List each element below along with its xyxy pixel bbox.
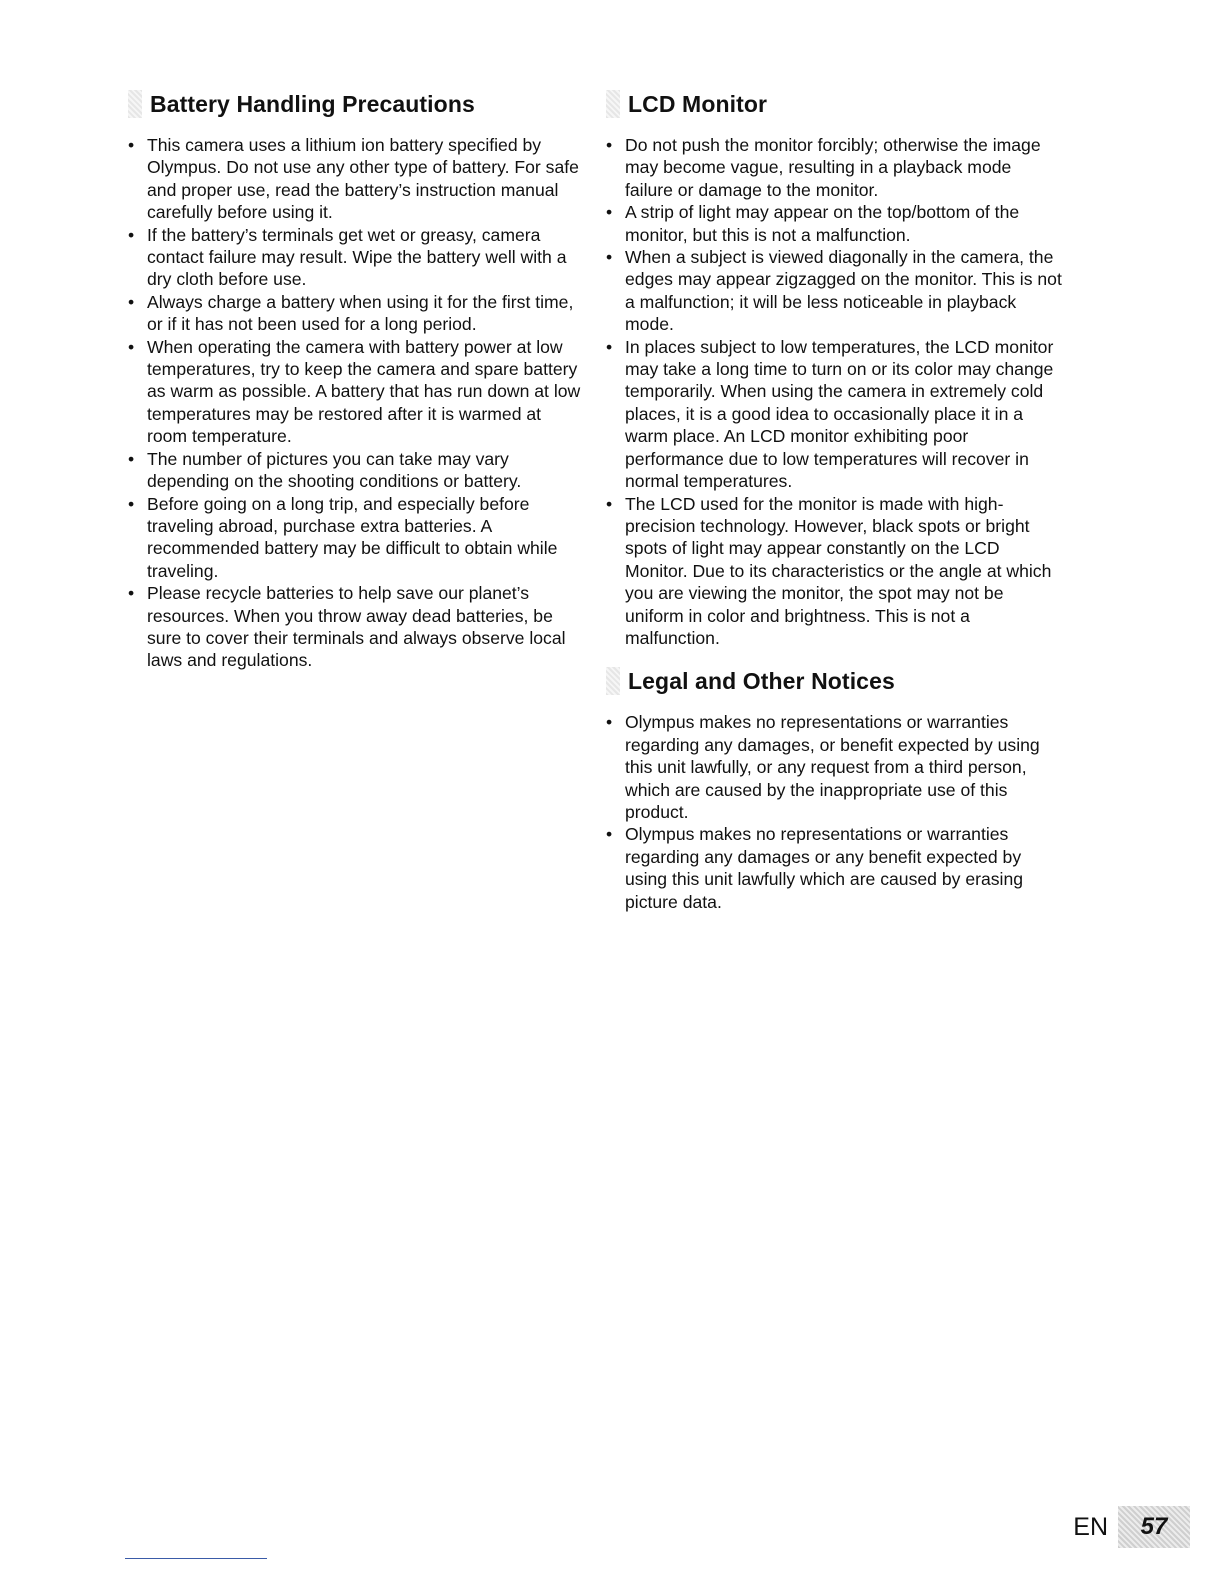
list-item-text: The LCD used for the monitor is made with high-precision technology. However, black spots or bright spots of light may appear constantly on the LCD Monitor. Due to its characteristics or the angle at which you are viewing the monitor, the spot may not be uniform in color and brightness. This is not a malfunction. [625,493,1052,648]
list-item [606,246,1062,336]
page-number-badge: 57 [1118,1506,1190,1548]
lcd-monitor-section [606,86,1062,649]
list-item-text: The number of pictures you can take may vary depending on the shooting conditions or battery. [147,448,522,492]
bullet-icon: • [128,493,135,514]
list-item [128,134,584,224]
bullet-icon: • [606,247,613,268]
heading-marker-icon [128,90,142,118]
bullet-icon: • [128,448,135,469]
list-item-text: When a subject is viewed diagonally in the camera, the edges may appear zigzagged on the monitor. This is not a malfunction; it will be less noticeable in playback mode. [625,247,1062,335]
list-item [606,823,1062,913]
list-item-text: Do not push the monitor forcibly; otherwise the image may become vague, resulting in a playback mode failure or damage to the monitor. [625,135,1041,200]
bullet-icon: • [606,135,613,155]
list-item [606,336,1062,493]
section-heading [606,663,1062,699]
right-column [606,86,1062,927]
list-item-text: A strip of light may appear on the top/bottom of the monitor, but this is not a malfunction. [625,202,1020,245]
list-item-text: This camera uses a lithium ion battery specified by Olympus. Do not use any other type of battery. For safe and proper use, read the battery’s instruction manual carefully before using it. [147,135,579,223]
list-item [128,224,584,291]
list-item-text: In places subject to low temperatures, the LCD monitor may take a long time to turn on or its color may change temporarily. When using the camera in extremely cold places, it is a good idea to occasionally place it in a warm place. An LCD monitor exhibiting poor performance due to low temperatures will recover in normal temperatures. [625,336,1054,492]
bullet-icon: • [606,202,613,223]
section-heading [606,86,1062,122]
list-item [606,493,1062,650]
page-footer [1073,1506,1190,1548]
list-item [128,582,584,672]
list-item [128,336,584,448]
bullet-icon: • [606,824,613,845]
section-title: Legal and Other Notices [628,667,895,694]
bullet-icon: • [128,224,135,245]
list-item-text: Olympus makes no representations or warranties regarding any damages, or benefit expected by using this unit lawfully, or any request from a third person, which are caused by the inappropriate use of this product. [625,712,1040,822]
bullet-icon: • [606,336,613,357]
list-item [128,291,584,336]
list-item-text: Olympus makes no representations or warranties regarding any damages or any benefit expected by using this unit lawfully which are caused by erasing picture data. [625,824,1024,912]
bullet-icon: • [128,583,135,604]
heading-marker-icon [606,667,620,695]
legal-notices-section [606,663,1062,913]
bullet-list [128,134,584,672]
list-item [606,201,1062,246]
list-item-text: When operating the camera with battery power at low temperatures, try to keep the camera and spare battery as warm as possible. A battery that has run down at low temperatures may be restored after it is warmed at room temperature. [147,336,581,447]
bullet-icon: • [606,712,613,733]
list-item-text: Please recycle batteries to help save our planet’s resources. When you throw away dead batteries, be sure to cover their terminals and always observe local laws and regulations. [147,583,566,671]
battery-handling-section [128,86,584,672]
list-item [606,134,1062,201]
section-title: LCD Monitor [628,90,768,117]
section-title: Battery Handling Precautions [150,90,475,117]
left-column [128,86,584,686]
bullet-list [606,134,1062,649]
bullet-icon: • [128,336,135,357]
bullet-icon: • [128,291,135,312]
list-item [128,493,584,583]
bullet-icon: • [606,493,613,514]
list-item [128,448,584,493]
heading-marker-icon [606,90,620,118]
bullet-list [606,711,1062,913]
list-item-text: Always charge a battery when using it for the first time, or if it has not been used for a long period. [147,291,574,335]
footer-divider [125,1558,267,1559]
list-item-text: Before going on a long trip, and especially before traveling abroad, purchase extra batteries. A recommended battery may be difficult to obtain while traveling. [147,493,558,581]
list-item-text: If the battery’s terminals get wet or greasy, camera contact failure may result. Wipe the battery well with a dry cloth before use. [147,224,567,290]
list-item [606,711,1062,823]
section-heading [128,86,584,122]
bullet-icon: • [128,135,135,155]
language-code: EN [1073,1512,1108,1541]
